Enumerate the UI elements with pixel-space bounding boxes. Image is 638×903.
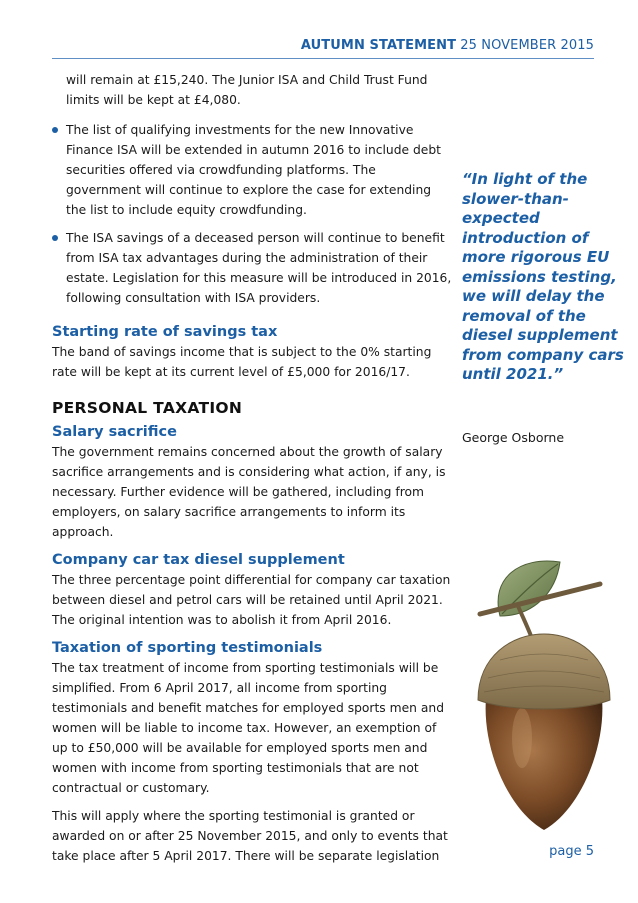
savings-tax-heading: Starting rate of savings tax: [52, 324, 278, 340]
running-header: [301, 38, 594, 53]
bullet-text: The list of qualifying investments for the new Innovative Finance ISA will be extended in autumn 2016 to include debt securities offered via crowdfunding platforms. The government will continue to explore the case for extending the list to include equity crowdfunding.: [66, 123, 441, 217]
bullet-dot-icon: [52, 235, 58, 241]
quote-author: George Osborne: [462, 430, 565, 445]
bullet-text: The ISA savings of a deceased person will continue to benefit from ISA tax advantages during the administration of their estate. Legislation for this measure will be introduced in 2016, following consultation with ISA providers.: [66, 231, 452, 305]
bullet-item: [52, 120, 452, 220]
testimonials-body-1: The tax treatment of income from sporting testimonials will be simplified. From 6 April 2017, all income from sporting testimonials and benefit matches for employed sports men and women will be liable to income tax. However, an exemption of up to £50,000 will be available for employed sports men and women with income from sporting testimonials that are not contractual or customary.: [52, 661, 445, 795]
savings-tax-body: The band of savings income that is subject to the 0% starting rate will be kept at its current level of £5,000 for 2016/17.: [52, 345, 432, 379]
salary-sacrifice-body: The government remains concerned about the growth of salary sacrifice arrangements and is considering what action, if any, is necessary. Further evidence will be gathered, including from employers, on salary sacrifice arrangements to inform its approach.: [52, 445, 446, 539]
intro-continuation: will remain at £15,240. The Junior ISA and Child Trust Fund limits will be kept at £4,080.: [66, 73, 428, 107]
salary-sacrifice-heading: Salary sacrifice: [52, 424, 177, 440]
personal-taxation-heading: PERSONAL TAXATION: [52, 399, 243, 417]
bullet-item: [52, 228, 452, 308]
header-divider: [52, 58, 594, 59]
testimonials-heading: Taxation of sporting testimonials: [52, 640, 323, 656]
testimonials-body-2: This will apply where the sporting testimonial is granted or awarded on or after 25 November 2015, and only to events that take place after 5 April 2017. There will be separate legislation: [52, 809, 448, 863]
company-car-body: The three percentage point differential for company car taxation between diesel and petrol cars will be retained until April 2021. The original intention was to abolish it from April 2016.: [52, 573, 451, 627]
acorn-nut: [486, 698, 603, 830]
acorn-illustration: [460, 548, 630, 840]
main-column: [52, 70, 452, 866]
header-date: 25 NOVEMBER 2015: [460, 38, 594, 53]
header-title: AUTUMN STATEMENT: [300, 38, 457, 53]
bullet-dot-icon: [52, 127, 58, 133]
page-number: page 5: [549, 844, 594, 859]
acorn-cap: [478, 634, 610, 709]
pull-quote: “In light of the slower-than-expected introduction of more rigorous EU emissions testing, we will delay the removal of the diesel supplement from company cars until 2021.”: [462, 170, 624, 383]
company-car-heading: Company car tax diesel supplement: [52, 552, 345, 568]
